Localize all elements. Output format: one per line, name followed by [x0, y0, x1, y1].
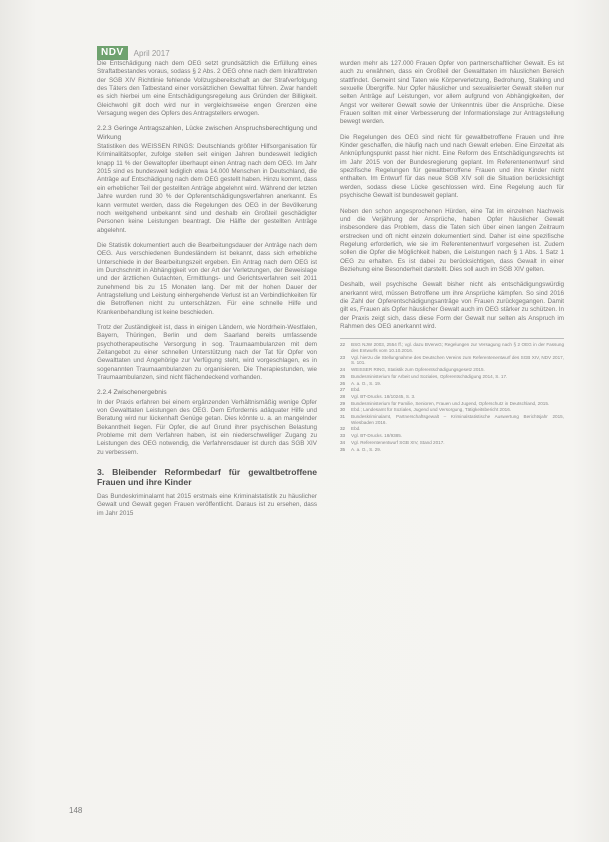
issue-date: April 2017	[133, 48, 170, 58]
journal-badge: NDV	[97, 46, 128, 60]
footnote-number: 28	[340, 393, 346, 399]
paragraph: Deshalb, weil psychische Gewalt bisher nicht als entschädigungswürdig anerkannt wird, müssen Betroffene um ihre Ansprüche kämpfen. So sind 2016 die Zahl der Opferentschädigungsanträge von Frauen zurückgegangen. Damit gilt es, Frauen als Opfer häuslicher Gewalt auch im OEG stärker zu schützen. In der Praxis zeigt sich, dass diese Form der Gewalt nur selten als Anspruch im Rahmen des OEG anerkannt wird.	[340, 281, 564, 330]
section-heading: 2.2.3 Geringe Antragszahlen, Lücke zwischen Anspruchsberechtigung und Wirkung	[97, 125, 317, 141]
footnote-number: 23	[340, 354, 346, 360]
page-number: 148	[69, 806, 83, 815]
footnote-text: A. a. O., S. 19.	[351, 380, 382, 386]
footnote	[340, 374, 564, 380]
paragraph: In der Praxis erfahren bei einem ergänzenden Verhältnismäßig wenige Opfer von Gewalttaten Leistungen des OEG. Dem Erfordernis adäquater Hilfe und Beratung wird nur lückenhaft Genüge getan. Dies könnte u. a. an mangelnder Bekanntheit liegen. Für Opfer, die auf Grund ihrer psychischen Belastung Probleme mit dem Verfahren haben, ist ein niederschwelliger Zugang zu Leistungen des OEG notwendig, die Verfahrensdauer ist durch das SGB XIV zu verbessern.	[97, 398, 317, 456]
footnotes	[340, 338, 564, 452]
footnote-number: 34	[340, 439, 346, 445]
paragraph: Die Statistik dokumentiert auch die Bearbeitungsdauer der Anträge nach dem OEG. Aus verschiedenen Bundesländern ist bekannt, dass sich erhebliche Unterschiede in der Bearbeitungszeit ergeben. Ein Antrag nach dem OEG ist im Durchschnitt in Abhängigkeit von der Art der Verletzungen, der Beweislage und der ärztlichen Gutachten, Ermittlungs- und Gerichtsverfahren seit 2011 zunehmend bis zu 15 Monaten lang. Der mit der hohen Dauer der Antragstellung und Leistung einhergehende Verlust ist an Verbindlichkeiten für die Betroffenen nicht zu unterschätzen. Für eine schnelle Hilfe und Krankenbehandlung ist keine beschieden.	[97, 241, 317, 316]
footnote	[340, 407, 564, 413]
footnote	[340, 433, 564, 439]
page-header	[97, 46, 170, 60]
footnote-text: Vgl. hierzu die Stellungnahme des Deutschen Vereins zum Referentenentwurf des SGB XIV, NDV 2017, S. 101.	[351, 354, 564, 366]
footnote	[340, 401, 564, 407]
footnote	[340, 394, 564, 400]
footnote-text: Ebd.	[351, 387, 361, 393]
footnote-text: Vgl. BT-Drucks. 18/10245, S. 3.	[351, 393, 416, 399]
paragraph: Das Bundeskriminalamt hat 2015 erstmals eine Kriminalstatistik zu häuslicher Gewalt und Gewalt gegen Frauen veröffentlicht. Daraus ist zu ersehen, dass im Jahr 2015	[97, 493, 317, 517]
footnote-number: 32	[340, 426, 346, 432]
paragraph: wurden mehr als 127.000 Frauen Opfer von partnerschaftlicher Gewalt. Es ist auch zu erwähnen, dass ein Großteil der Gewalttaten im häuslichen Bereich stattfindet. Gemeint sind Taten wie Körperverletzung, Bedrohung, Stalking und sexuelle Übergriffe. Nur Opfer häuslicher und sexualisierter Gewalt stellen nur selten Anträge auf Leistungen, vor allem aufgrund von Abhängigkeiten, der Angst vor weiterer Gewalt sowie der Unkenntnis über die Ansprüche. Diese Frauen sollten mit einer Verbesserung der Informationslage zur Antragstellung bewegt werden.	[340, 60, 564, 126]
section-heading: 2.2.4 Zwischenergebnis	[97, 389, 167, 397]
footnote-number: 35	[340, 446, 346, 452]
footnote	[340, 414, 564, 425]
paragraph: Neben den schon angesprochenen Hürden, eine Tat im einzelnen Nachweis und die Verjährung der Ansprüche, haben Opfer häuslicher Gewalt insbesondere das Problem, dass die Taten sich über einen langen Zeitraum erstrecken und oft nicht einzeln dokumentiert sind. Daher ist eine spezifische Regelung erforderlich, wie sie im Referentenentwurf vorgesehen ist. Zudem sollen die Opfer die Möglichkeit haben, die Leistungen nach § 1 Abs. 1 Satz 1 OEG zu erhalten. Es ist dabei zu berücksichtigen, dass Gewalt in einer Beziehung eine Besonderheit darstellt. Dies soll auch im SGB XIV gelten.	[340, 207, 564, 273]
footnote-number: 22	[340, 342, 346, 348]
left-column	[97, 60, 317, 525]
footnote	[340, 342, 564, 353]
footnote-text: Vgl. BT-Drucks. 18/9385.	[351, 433, 403, 439]
footnote-number: 25	[340, 373, 346, 379]
paragraph: Statistiken des WEISSEN RINGS: Deutschlands größter Hilfsorganisation für Kriminalitätsopfer, zufolge stellen seit einigen Jahren bundesweit lediglich knapp 11 % der Gewaltopfer überhaupt einen Antrag nach dem OEG. Im Jahr 2015 sind es bundesweit lediglich etwa 14.000 Menschen in Deutschland, die Anträge auf Entschädigung nach dem OEG gestellt haben. Hinzu kommt, dass ein erheblicher Teil der gestellten Anträge abgelehnt wird. Während der letzten Jahre wurden rund 30 % der Opferentschädigungsverfahren anerkannt. Es kann vermutet werden, dass die Regelungen des OEG in der Bevölkerung noch weitgehend unbekannt sind und deshalb ein Großteil geschädigter Personen keine Leistungen beantragt. Die Hälfte der gestellten Anträge abgelehnt.	[97, 143, 317, 234]
footnote-text: Bundeskriminalamt, Partnerschaftsgewalt – Kriminalstatistische Auswertung Berichtsjahr 2015, Wiesbaden 2016.	[351, 414, 564, 425]
footnote	[340, 440, 564, 446]
right-column-body	[340, 60, 564, 331]
footnote-text: Ebd.	[351, 426, 361, 432]
footnote-text: WEISSER RING, Statistik zum Opferentschädigungsgesetz 2015.	[351, 367, 485, 373]
footnote-number: 27	[340, 387, 346, 393]
footnote	[340, 447, 564, 453]
footnote-text: A. a. O., S. 29.	[351, 446, 382, 452]
footnote-number: 29	[340, 400, 346, 406]
footnote-text: Bundesministerium für Familie, Senioren, Frauen und Jugend, Opferschutz in Deutschland, 2015.	[351, 400, 550, 406]
footnote-number: 33	[340, 433, 346, 439]
paragraph: Trotz der Zuständigkeit ist, dass in einigen Ländern, wie Nordrhein-Westfalen, Bayern, Thüringen, Berlin und dem Saarland bereits umfassende psychotherapeutische Versorgung in sog. Traumaambulanzen mit dem Zeitangebot zu einer schnellen Unterstützung nach der Tat für Opfer von Gewalttaten und Angehörige zur Verfügung steht, wird vorgeschlagen, es in sogenannten Traumaambulanzen zu organisieren. Die Therapiestunden, wie Traumaambulanzen, sind nicht flächendeckend vorhanden.	[97, 323, 317, 382]
paragraph: Die Entschädigung nach dem OEG setzt grundsätzlich die Erfüllung eines Straftatbestandes voraus, sodass § 2 Abs. 2 OEG ohne nach dem Inkrafttreten der SGB XIV Richtlinie fehlende Vollzugsbereitschaft an der Strafverfolgung des Täters den Tatbestand einer vorsätzlichen Gewalttat führen. Zwar handelt es sich hierbei um eine Entschädigungsregelung aus Gründen der Billigkeit. Gleichwohl gilt doch wird nur in vergleichsweise engen Grenzen eine Versagung wegen des Opfers des Antragstellers erwogen.	[97, 60, 317, 118]
footnote	[340, 426, 564, 432]
paragraph: Die Regelungen des OEG sind nicht für gewaltbetroffene Frauen und ihre Kinder geschaffen, die häufig nach und nach Gewalt erleben. Eine Einzeltat als Anknüpfungspunkt passt hier nicht. Eine Reform des Entschädigungsrechts ist im Jahr 2015 von der Bundesregierung geplant. Im Referentenentwurf sind spezifische Regelungen für gewaltbetroffene Frauen und ihre Kinder nicht enthalten. Im Entwurf für das neue SGB XIV soll die Situation berücksichtigt werden, sodass diese Lücke geschlossen wird. Eine Regelung auch für psychische Gewalt ist bundesweit geplant.	[340, 133, 564, 200]
footnote-number: 30	[340, 407, 346, 413]
footnote-number: 24	[340, 367, 346, 373]
footnote-text: Vgl. Referentenentwurf SGB XIV, Stand 2017.	[351, 439, 445, 445]
footnote-number: 31	[340, 414, 346, 420]
footnote-text: BSG NJW 2003, 2554 ff.; vgl. dazu BVerwG; Regelungen zur Versagung nach § 2 OEG in der Fassung des Entwurfs vom 10.10.2016.	[351, 342, 564, 354]
footnote-text: Ebd.; Landesamt für Soziales, Jugend und Versorgung, Tätigkeitsbericht 2016.	[351, 407, 512, 413]
footnote	[340, 381, 564, 387]
footnote	[340, 367, 564, 373]
section-heading: 3. Bleibender Reformbedarf für gewaltbetroffene Frauen und ihre Kinder	[97, 467, 317, 488]
footnote	[340, 387, 564, 393]
footnote	[340, 355, 564, 366]
footnote-text: Bundesministerium für Arbeit und Soziales, Opferentschädigung 2014, S. 17.	[351, 373, 508, 379]
footnote-number: 26	[340, 380, 346, 386]
right-column	[340, 60, 564, 453]
